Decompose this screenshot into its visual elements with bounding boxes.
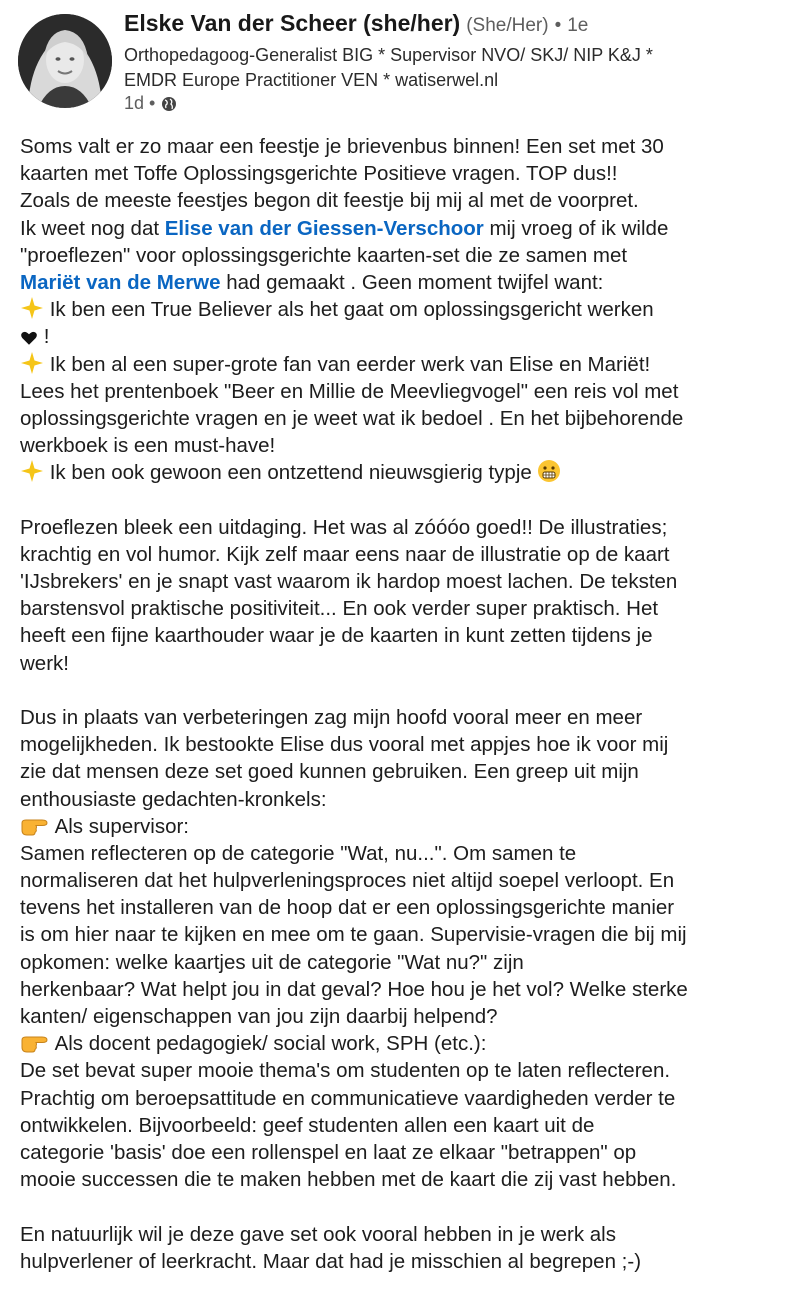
mention-link[interactable]: Elise van der Giessen-Verschoor [164, 216, 484, 240]
author-headline [124, 43, 794, 93]
post-line [20, 269, 792, 296]
post-text-segment: Ik ben ook gewoon een ontzettend nieuwsgierig typje [44, 461, 538, 485]
post-line: enthousiaste gedachten-kronkels: [20, 787, 327, 811]
post-line: is om hier naar te kijken en mee om te gaan. Supervisie-vragen die bij mij [20, 923, 687, 947]
post-line: barstensvol praktische positiviteit... En ook verder super praktisch. Het [20, 597, 659, 621]
post-text-segment: Ik ben een True Believer als het gaat om oplossingsgericht werken [44, 298, 654, 322]
post-line: kaarten met Toffe Oplossingsgerichte Positieve vragen. TOP dus!! [20, 162, 618, 186]
connection-degree: 1e [567, 15, 589, 36]
meta-separator: • [554, 15, 562, 36]
post-line: krachtig en vol humor. Kijk zelf maar eens naar de illustratie op de kaart [20, 542, 670, 566]
headline-line: Orthopedagoog-Generalist BIG * Supervisor NVO/ SKJ/ NIP K&J * [124, 45, 653, 65]
post-time-text: 1d • [124, 93, 156, 113]
post-line [20, 1030, 792, 1057]
post-text-segment: Ik weet nog dat [20, 216, 165, 240]
post-line: mogelijkheden. Ik bestookte Elise dus vooral met appjes hoe ik voor mij [20, 733, 669, 757]
post-line [20, 459, 792, 486]
post-line: Prachtig om beroepsattitude en communicatieve vaardigheden verder te [20, 1086, 676, 1110]
post-line: zie dat mensen deze set goed kunnen gebruiken. Een greep uit mijn [20, 760, 639, 784]
author-name[interactable]: Elske Van der Scheer (she/her) [124, 10, 461, 36]
post-line: werk! [20, 651, 69, 675]
post-line [20, 813, 792, 840]
post-header [0, 0, 800, 120]
post-line: Soms valt er zo maar een feestje je brievenbus binnen! Een set met 30 [20, 135, 664, 158]
post-line: hulpverlener of leerkracht. Maar dat had je misschien al begrepen ;-) [20, 1249, 642, 1273]
post-line: opkomen: welke kaartjes uit de categorie "Wat nu?" zijn [20, 950, 524, 974]
post-line: Lees het prentenboek "Beer en Millie de Meevliegvogel" een reis vol met [20, 379, 679, 403]
post-line: tevens het installeren van de hoop dat er een oplossingsgerichte manier [20, 896, 675, 920]
post-line: Dus in plaats van verbeteringen zag mijn hoofd vooral meer en meer [20, 705, 643, 729]
post-text [20, 133, 792, 1275]
sparkle-emoji-icon [20, 459, 44, 490]
post-line: categorie 'basis' doe een rollenspel en laat ze elkaar "betrappen" op [20, 1140, 637, 1164]
post-line: oplossingsgerichte vragen en je weet wat ik bedoel . En het bijbehorende [20, 406, 684, 430]
post-line: werkboek is een must-have! [20, 434, 276, 458]
post-text-segment: Ik ben al een super-grote fan van eerder werk van Elise en Mariët! [44, 352, 651, 376]
post-line: Proeflezen bleek een uitdaging. Het was al zóóóo goed!! De illustraties; [20, 515, 668, 539]
post-text-segment: mij vroeg of ik wilde [483, 216, 669, 240]
post-line [20, 323, 792, 350]
post-text-segment: ! [38, 325, 50, 349]
post-line: En natuurlijk wil je deze gave set ook vooral hebben in je werk als [20, 1222, 616, 1246]
post-line: "proeflezen" voor oplossingsgerichte kaarten-set die ze samen met [20, 243, 628, 267]
post-line: ontwikkelen. Bijvoorbeeld: geef studenten allen een kaart uit de [20, 1113, 595, 1137]
post-line: mooie successen die te maken hebben met de kaart die zij vast hebben. [20, 1168, 677, 1192]
grimacing-face-emoji-icon [537, 459, 561, 490]
post-line [20, 296, 792, 323]
profile-photo [18, 14, 112, 108]
post-line: heeft een fijne kaarthouder waar je de kaarten in kunt zetten tijdens je [20, 624, 653, 648]
post-line: herkenbaar? Wat helpt jou in dat geval? Hoe hou je het vol? Welke sterke [20, 977, 688, 1001]
post-line: kanten/ eigenschappen van jou zijn daarbij helpend? [20, 1005, 498, 1028]
post-line: De set bevat super mooie thema's om studenten op te laten reflecteren. [20, 1059, 671, 1083]
post-line: normaliseren dat het hulpverleningsproces niet altijd soepel verloopt. En [20, 869, 675, 893]
headline-line: EMDR Europe Practitioner VEN * watiserwel.nl [124, 70, 499, 90]
author-pronouns: (She/Her) [466, 15, 549, 36]
author-name-row[interactable] [124, 10, 588, 37]
post-timestamp [124, 93, 177, 114]
mention-link[interactable]: Mariët van de Merwe [20, 270, 221, 294]
author-avatar[interactable] [18, 14, 112, 108]
post-line [20, 351, 792, 378]
post-line: Zoals de meeste feestjes begon dit feestje bij mij al met de voorpret. [20, 189, 639, 213]
post-line [20, 215, 792, 242]
post-line: Samen reflecteren op de categorie "Wat, nu...". Om samen te [20, 841, 577, 865]
post-line: 'IJsbrekers' en je snapt vast waarom ik hardop moest lachen. De teksten [20, 570, 678, 593]
post-text-segment: Als supervisor: [50, 814, 189, 838]
globe-icon [161, 96, 177, 112]
post-text-segment: Als docent pedagogiek/ social work, SPH (etc.): [50, 1032, 487, 1056]
post-text-segment: had gemaakt . Geen moment twijfel want: [220, 270, 604, 294]
